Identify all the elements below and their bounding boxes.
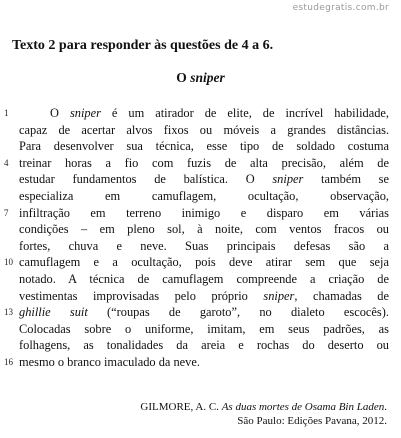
italic-term: sniper [263,288,295,303]
text-line [19,188,389,204]
line-number: 7 [4,207,9,218]
text-segment: especializa em camuflagem, ocultação, observação, [19,189,389,203]
text-segment: Colocadas sobre o uniforme, imitam, em seus padrões, as [19,321,389,336]
citation-book: As duas mortes de Osama Bin Laden [221,401,385,413]
italic-term: sniper [69,106,101,120]
text-segment: fortes, chuva e neve. Suas principais defesas são a [19,238,389,253]
text-segment: , chamadas de [294,288,389,303]
text-segment: camuflagem e a ocultação, pois deve atirar sem que seja [19,255,389,270]
text-line [19,321,389,337]
text-segment: estudar fundamentos de balística. O [19,172,273,187]
text-line [19,271,389,287]
italic-term: ghillie suit [19,305,88,320]
text-line [19,171,389,187]
text-segment: Para desenvolver sua técnica, esse tipo de soldado costuma [19,139,389,154]
citation-publisher: São Paulo: Edições Pavana, 2012. [237,415,387,427]
watermark: estudegratis.com.br [292,3,389,13]
title-prefix: O [176,70,191,85]
citation-author: GILMORE, A. C. [140,401,222,413]
title-italic: sniper [190,70,225,85]
text-segment: é um atirador de elite, de incrível habilidade, [100,106,389,120]
text-line [19,254,389,270]
text-line [19,155,389,171]
text-line [19,337,389,353]
text-segment: notado. A técnica de camuflagem compreende a criação de [19,272,389,286]
question-heading: Texto 2 para responder às questões de 4 a 6. [12,38,274,53]
text-segment: infiltração em terreno inimigo e disparo em várias [19,205,389,220]
text-segment: vestimentas improvisadas pelo próprio [19,288,264,303]
text-title [0,70,401,86]
line-number: 13 [4,307,13,318]
text-segment: mesmo o branco imaculado da neve. [19,355,200,369]
text-segment: (“roupas de garoto”, no dialeto escocês). [87,305,389,320]
text-segment: treinar horas a fio com fuzis de alta precisão, além de [19,155,389,170]
citation-author-line [140,400,387,414]
italic-term: sniper [272,172,304,187]
text-segment: folhagens, as tonalidades da areia e rochas do deserto ou [19,338,389,353]
line-number: 16 [4,357,13,367]
line-number: 1 [4,108,9,118]
citation-end: . [384,401,387,413]
text-segment: O [50,106,70,120]
text-line [19,122,389,138]
text-line [19,138,389,154]
text-segment: também se [303,172,389,187]
text-line [19,205,389,221]
text-segment: condições – em pleno sol, à noite, com ventos fracos ou [19,222,389,237]
line-number: 10 [4,257,13,268]
text-segment: capaz de acertar alvos fixos ou móveis a grandes distâncias. [19,122,389,137]
text-line [19,221,389,237]
text-line [50,105,389,121]
line-number: 4 [4,157,9,168]
text-line [19,304,389,320]
text-line [19,288,389,304]
text-line [19,354,389,370]
text-line [19,238,389,254]
